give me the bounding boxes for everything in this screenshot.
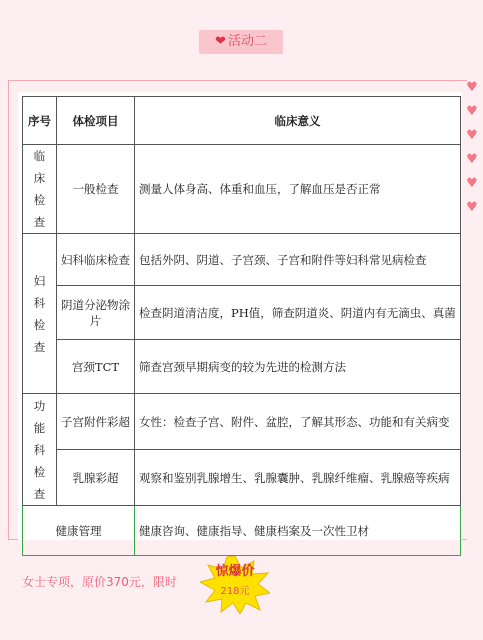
header-meaning: 临床意义	[135, 97, 461, 145]
item-cell: 宫颈TCT	[57, 340, 135, 394]
table-row	[23, 145, 461, 234]
table-row	[23, 450, 461, 506]
meaning-cell: 健康咨询、健康指导、健康档案及一次性卫材	[135, 506, 461, 556]
item-cell: 健康管理	[23, 506, 135, 556]
item-cell: 一般检查	[57, 145, 135, 234]
table-row	[23, 394, 461, 450]
item-cell: 阴道分泌物涂片	[57, 286, 135, 340]
item-cell: 妇科临床检查	[57, 234, 135, 286]
meaning-cell: 观察和鉴别乳腺增生、乳腺囊肿、乳腺纤维瘤、乳腺癌等疾病	[135, 450, 461, 506]
header-item: 体检项目	[57, 97, 135, 145]
meaning-cell: 筛查宫颈早期病变的较为先进的检测方法	[135, 340, 461, 394]
group-label: 临床检查	[23, 145, 57, 234]
heart-icon: ♥	[466, 152, 478, 167]
burst-label: 惊爆价	[215, 564, 255, 579]
heart-icon: ♥	[466, 80, 478, 95]
meaning-cell: 女性：检查子宫、附件、盆腔，了解其形态、功能和有关病变	[135, 394, 461, 450]
table-row	[23, 234, 461, 286]
heart-icon: ♥	[466, 128, 478, 143]
meaning-cell: 测量人体身高、体重和血压，了解血压是否正常	[135, 145, 461, 234]
heart-icon: ♥	[466, 200, 478, 215]
table-row	[23, 340, 461, 394]
table-header-row	[23, 97, 461, 145]
item-cell: 乳腺彩超	[57, 450, 135, 506]
group-label: 妇科检查	[23, 234, 57, 394]
heart-icon: ❤	[215, 34, 226, 49]
header-index: 序号	[23, 97, 57, 145]
exam-table	[22, 96, 461, 556]
heart-icon: ♥	[466, 104, 478, 119]
activity-badge	[199, 30, 283, 54]
promo-text: 女士专项，原价370元，限时	[22, 575, 177, 589]
heart-icon: ♥	[466, 176, 478, 191]
group-label: 功能科检查	[23, 394, 57, 506]
meaning-cell: 包括外阴、阴道、子宫颈、子宫和附件等妇科常见病检查	[135, 234, 461, 286]
item-cell: 子宫附件彩超	[57, 394, 135, 450]
activity-badge-label: 活动二	[227, 34, 267, 49]
burst-price: 218元	[220, 586, 250, 597]
table-row	[23, 286, 461, 340]
table-row	[23, 506, 461, 556]
meaning-cell: 检查阴道清洁度，PH值，筛查阴道炎、阴道内有无滴虫、真菌	[135, 286, 461, 340]
